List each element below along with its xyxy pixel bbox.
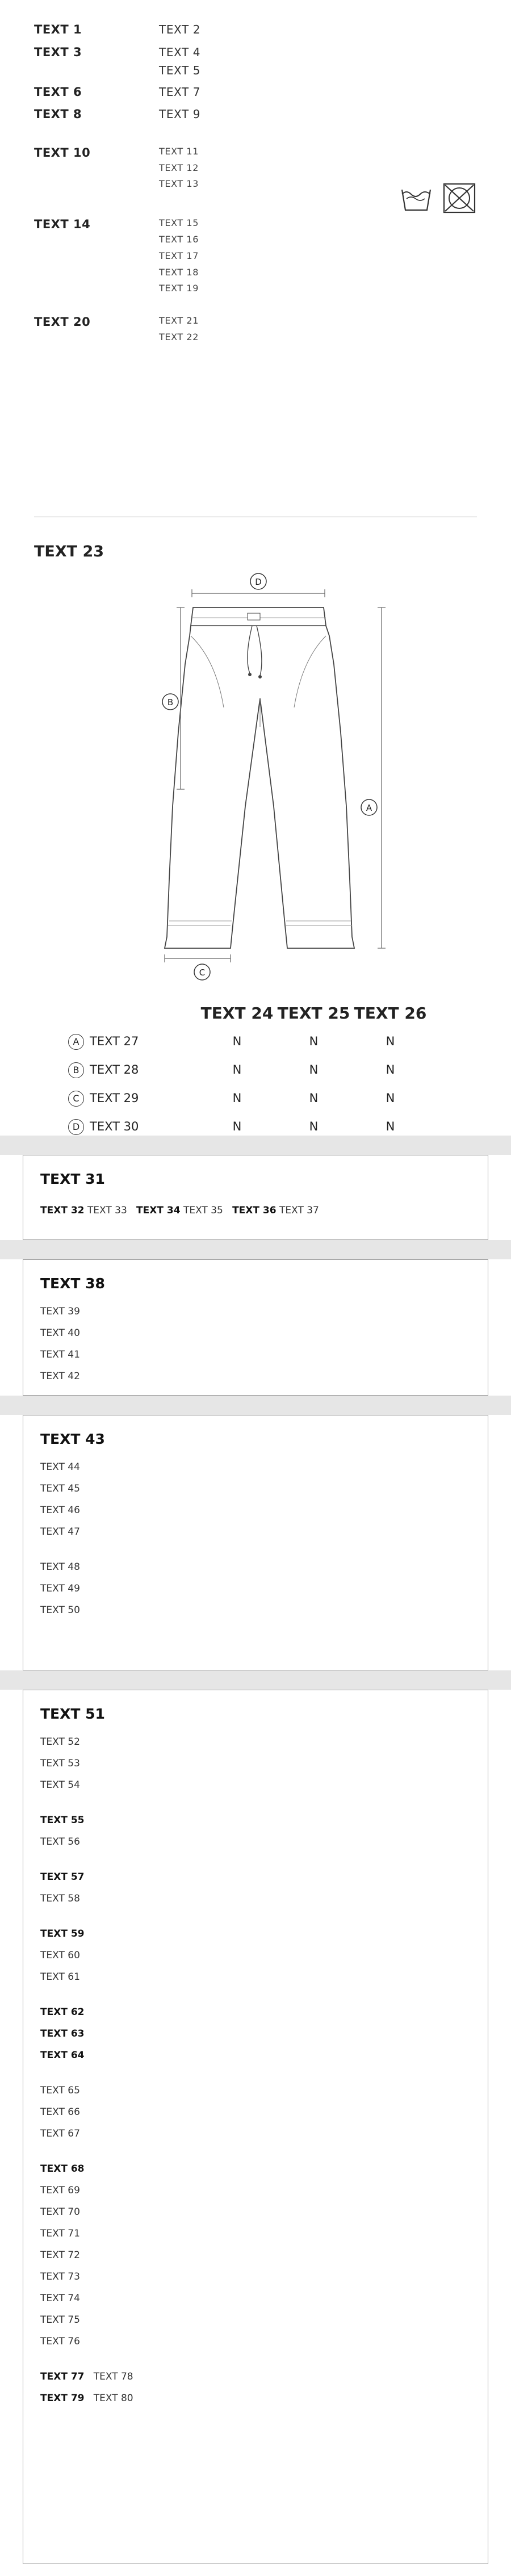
size-value: N (309, 1063, 319, 1077)
washing-icons (399, 182, 477, 215)
pants-diagram (0, 562, 511, 994)
size-value: N (386, 1120, 395, 1134)
spec-value: TEXT 11 TEXT 12 TEXT 13 (159, 145, 199, 190)
product-info-title: TEXT 31 (40, 1171, 105, 1187)
size-value: N (232, 1063, 242, 1077)
marker-b-badge: B (68, 1062, 84, 1078)
size-value: N (232, 1034, 242, 1049)
spec-row-color (34, 43, 477, 79)
spec-value: TEXT 15 TEXT 16 TEXT 17 TEXT 18 TEXT 19 (159, 217, 199, 294)
size-header-s: TEXT 24 (200, 1003, 274, 1023)
size-value: N (309, 1120, 319, 1134)
spec-value: TEXT 4 TEXT 5 (159, 45, 201, 77)
spec-value: TEXT 7 (159, 85, 201, 99)
spec-value: TEXT 21 TEXT 22 (159, 315, 199, 342)
product-info-box (23, 1155, 488, 1240)
measure-name: TEXT 30 (90, 1120, 139, 1134)
size-header-m: TEXT 25 (277, 1003, 350, 1023)
size-value: N (309, 1034, 319, 1049)
spec-key: TEXT 1 (34, 23, 82, 36)
spec-row-about (34, 215, 477, 297)
size-table (68, 999, 432, 1141)
exchange-title: TEXT 51 (40, 1706, 105, 1722)
hand-wash-icon (399, 182, 434, 215)
size-value: N (386, 1091, 395, 1105)
notice-body: TEXT 39 TEXT 40 TEXT 41 TEXT 42 (40, 1306, 80, 1382)
size-header-l: TEXT 26 (354, 1003, 427, 1023)
size-value: N (309, 1091, 319, 1105)
notice-box (23, 1259, 488, 1396)
exchange-box (23, 1690, 488, 2564)
shipping-box (23, 1415, 488, 1670)
exchange-body: TEXT 52 TEXT 53 TEXT 54 TEXT 55 TEXT 56 TEXT 57 TEXT 58 TEXT 59 TEXT 60 TEXT 61 TEXT 62 TEXT 63 TEXT 64 TEXT 65 TEXT 66 TEXT 67 TEXT 68 TEXT 69 TEXT 70 TEXT 71 TEXT 72 TEXT 73 TEXT 74 TEXT 75 TEXT 76 TEXT 77 TEXT 78 TEXT 79 TEXT 80 (40, 1736, 133, 2404)
marker-b: B (167, 697, 174, 707)
product-info-body: TEXT 32 TEXT 33 TEXT 34 TEXT 35 TEXT 36 TEXT 37 (40, 1205, 319, 1216)
measure-name: TEXT 27 (90, 1034, 139, 1049)
marker-d-badge: D (68, 1119, 84, 1135)
size-table-header (68, 999, 432, 1028)
shipping-body: TEXT 44 TEXT 45 TEXT 46 TEXT 47 TEXT 48 TEXT 49 TEXT 50 (40, 1461, 80, 1616)
marker-d: D (255, 577, 262, 587)
no-tumble-dry-icon (442, 182, 477, 215)
measure-name: TEXT 28 (90, 1063, 139, 1077)
shipping-title: TEXT 43 (40, 1431, 105, 1447)
size-guide-title: TEXT 23 (34, 543, 104, 560)
spec-key: TEXT 14 (34, 217, 91, 232)
spec-key: TEXT 20 (34, 315, 91, 329)
marker-c: C (199, 967, 206, 978)
size-value: N (232, 1091, 242, 1105)
spec-key: TEXT 8 (34, 107, 82, 122)
section-band (0, 1136, 511, 1155)
marker-a: A (366, 803, 372, 813)
measure-name: TEXT 29 (90, 1091, 139, 1105)
marker-c-badge: C (68, 1091, 84, 1107)
section-band (0, 1670, 511, 1690)
spec-key: TEXT 3 (34, 45, 82, 59)
spec-row-size (34, 105, 477, 124)
spec-value: TEXT 9 (159, 107, 201, 122)
spec-row-fabric (34, 83, 477, 102)
section-band (0, 1240, 511, 1259)
size-value: N (386, 1063, 395, 1077)
size-row (68, 1056, 432, 1084)
spec-key: TEXT 10 (34, 145, 91, 160)
size-row (68, 1028, 432, 1056)
marker-a-badge: A (68, 1034, 84, 1050)
size-value: N (232, 1120, 242, 1134)
spec-key: TEXT 6 (34, 85, 82, 99)
size-row (68, 1084, 432, 1113)
size-value: N (386, 1034, 395, 1049)
section-band (0, 1396, 511, 1415)
spec-value: TEXT 2 (159, 23, 201, 36)
notice-title: TEXT 38 (40, 1275, 105, 1292)
spec-row-fitting (34, 313, 477, 346)
spec-row-name (34, 20, 477, 40)
